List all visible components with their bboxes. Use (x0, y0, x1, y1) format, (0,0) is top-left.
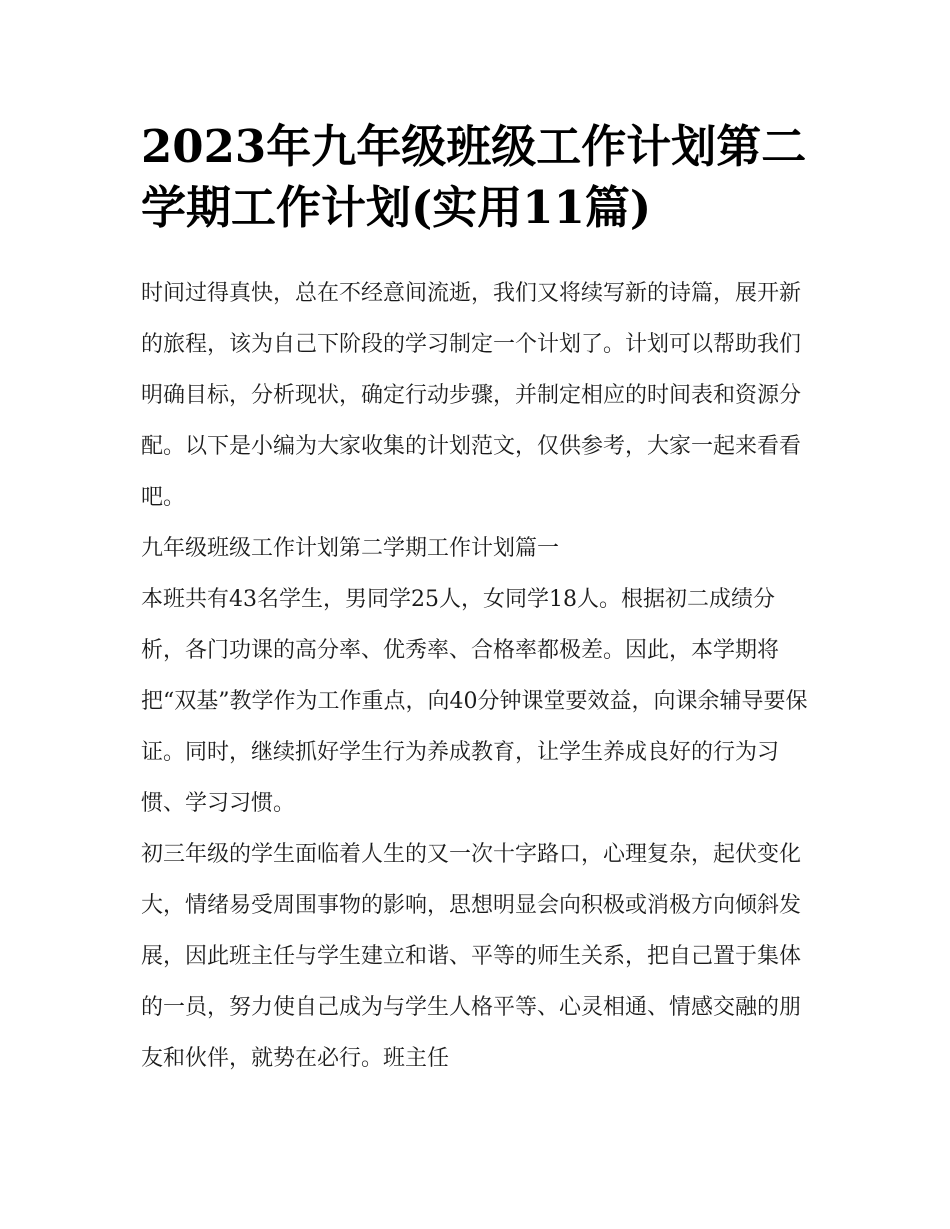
class-overview-paragraph: 本班共有43名学生，男同学25人，女同学18人。根据初二成绩分析，各门功课的高分率、优秀率、合格率都极差。因此，本学期将把“双基”教学作为工作重点，向40分钟课堂要效益，向课余辅导要保证。同时，继续抓好学生行为养成教育，让学生养成良好的行为习惯、学习习惯。 (141, 587, 808, 816)
student-psychology-paragraph: 初三年级的学生面临着人生的又一次十字路口，心理复杂，起伏变化大，情绪易受周围事物的影响，思想明显会向积极或消极方向倾斜发展，因此班主任与学生建立和谐、平等的师生关系，把自己置于集体的一员，努力使自己成为与学生人格平等、心灵相通、情感交融的朋友和伙伴，就势在必行。班主任 (141, 842, 802, 1071)
document-content (141, 116, 813, 1084)
intro-paragraph: 时间过得真快，总在不经意间流逝，我们又将续写新的诗篇，展开新的旅程，该为自己下阶段的学习制定一个计划了。计划可以帮助我们明确目标，分析现状，确定行动步骤，并制定相应的时间表和资源分配。以下是小编为大家收集的计划范文，仅供参考，大家一起来看看吧。 (141, 281, 802, 510)
document-title: 2023年九年级班级工作计划第二学期工作计划(实用11篇) (141, 120, 807, 234)
document-body (141, 268, 813, 1084)
section-heading: 九年级班级工作计划第二学期工作计划篇一 (141, 536, 560, 561)
